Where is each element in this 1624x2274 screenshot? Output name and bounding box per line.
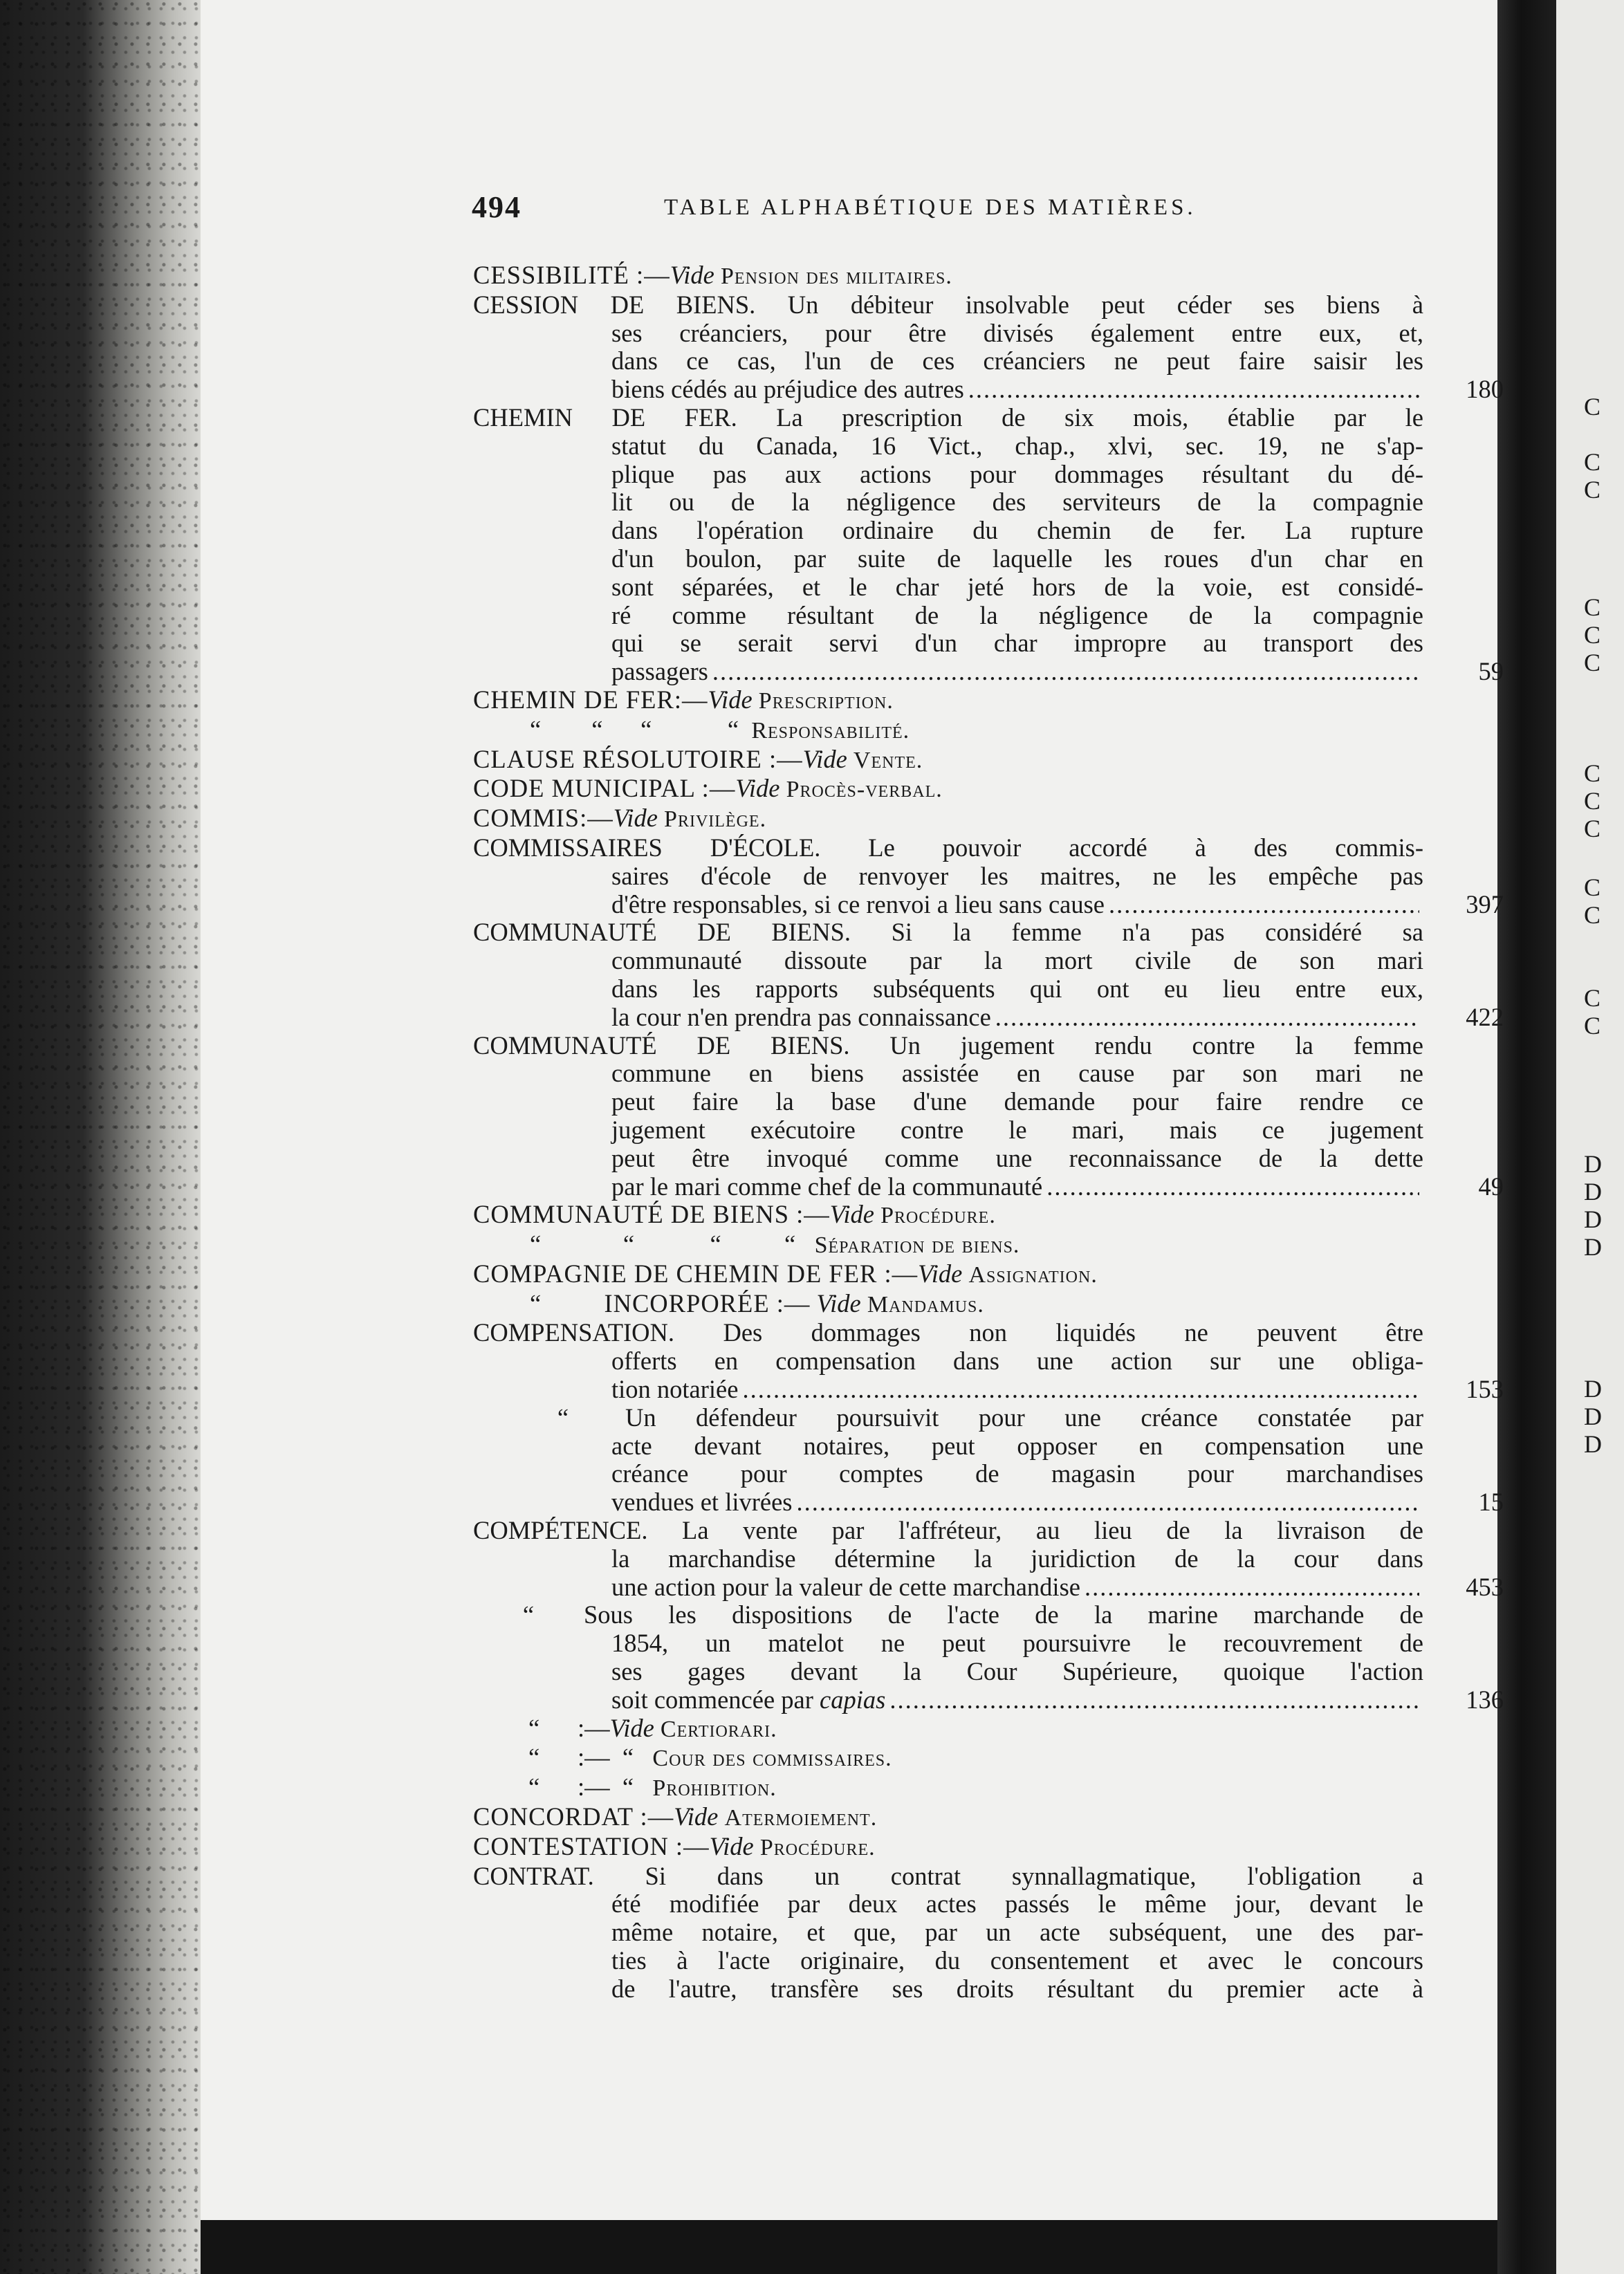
- entry-line: ré comme résultant de la négligence de la compagnie: [611, 600, 1423, 629]
- vide-label: Vide: [670, 261, 714, 289]
- page-reference: 397: [1466, 889, 1504, 918]
- index-entry-competence-2: [473, 1600, 1504, 1714]
- entry-line-with-leader: [473, 1488, 1504, 1517]
- index-entry-ditto: [473, 1230, 1423, 1260]
- adjacent-page-letter: D: [1584, 1403, 1602, 1430]
- ditto-marks: “: [522, 1600, 535, 1629]
- entry-line: ses gages devant la Cour Supérieure, quoique l'action: [611, 1657, 1423, 1686]
- adjacent-page-letter: C: [1584, 815, 1601, 842]
- entry-line: une action pour la valeur de cette marchandise: [611, 1572, 1080, 1601]
- ditto-marks: “: [528, 1713, 540, 1742]
- italic-term: capias: [820, 1685, 886, 1714]
- adjacent-page-letter: D: [1584, 1233, 1602, 1261]
- entry-line: dans ce cas, l'un de ces créanciers ne peut faire saisir les: [611, 346, 1423, 376]
- index-entry-compensation-2: [473, 1403, 1504, 1517]
- entry-heading: COMMUNAUTÉ DE BIENS :—: [473, 1200, 830, 1229]
- entry-line: par le mari comme chef de la communauté: [611, 1172, 1043, 1201]
- adjacent-page-letter: C: [1584, 621, 1601, 649]
- entry-heading: :— “: [577, 1773, 634, 1802]
- entry-line: COMPENSATION. Des dommages non liquidés ne peuvent être: [473, 1318, 1423, 1347]
- index-entry-cession-de-biens: [473, 290, 1504, 404]
- entry-line: [611, 1686, 885, 1714]
- adjacent-page-letter: C: [1584, 901, 1601, 929]
- entry-line-with-leader: [473, 1172, 1504, 1201]
- index-entry-communaute-de-biens: [473, 1030, 1504, 1201]
- index-entry-ditto-prohibition: [473, 1773, 1423, 1803]
- ditto-marks: “: [528, 1743, 540, 1772]
- vide-label: Vide: [708, 685, 753, 714]
- index-entry-chemin-de-fer: [473, 403, 1504, 686]
- page-reference: 49: [1478, 1172, 1504, 1201]
- vide-label: Vide: [735, 774, 780, 803]
- entry-line: été modifiée par deux actes passés le même jour, devant le: [611, 1889, 1423, 1919]
- vide-label: Vide: [709, 1831, 754, 1860]
- dot-leader: [1046, 1173, 1419, 1201]
- entry-line: passagers: [611, 657, 708, 686]
- adjacent-page-letter: C: [1584, 476, 1601, 503]
- entry-line: saires d'école de renvoyer les maitres, ne les empêche pas: [611, 861, 1423, 890]
- entry-line: dans l'opération ordinaire du chemin de fer. La rupture: [611, 516, 1423, 545]
- cross-reference: Séparation de biens.: [814, 1232, 1020, 1259]
- cross-reference: Responsabilité.: [751, 717, 910, 743]
- cross-reference: Privilège.: [664, 806, 767, 833]
- page-reference: 453: [1466, 1572, 1504, 1601]
- entry-line: créance pour comptes de magasin pour marchandises: [611, 1459, 1423, 1488]
- entry-line: CHEMIN DE FER. La prescription de six mois, établie par le: [473, 403, 1423, 432]
- adjacent-page-letter: C: [1584, 448, 1601, 476]
- dot-leader: [1085, 1573, 1419, 1602]
- index-entry-contrat: [473, 1862, 1423, 2004]
- entry-line: acte devant notaires, peut opposer en compensation une: [611, 1431, 1423, 1460]
- index-entry-competence: [473, 1516, 1504, 1601]
- vide-label: Vide: [816, 1288, 861, 1318]
- entry-heading: CHEMIN DE FER:—: [473, 685, 708, 714]
- dot-leader: [797, 1488, 1420, 1517]
- cross-reference: Vente.: [853, 747, 923, 773]
- entry-line: peut faire la base d'une demande pour faire rendre ce: [611, 1087, 1423, 1116]
- index-entry-communaute-de-biens-ref: [473, 1201, 1423, 1230]
- entry-line: ties à l'acte originaire, du consentement et avec le concours: [611, 1946, 1423, 1975]
- entry-text: soit commencée par: [611, 1685, 820, 1714]
- index-entry-ditto-cour: [473, 1744, 1423, 1773]
- cross-reference: Procès-verbal.: [786, 777, 943, 803]
- index-entry-chemin-de-fer-ref: [473, 686, 1423, 716]
- index-entry-incorporee: [473, 1290, 1423, 1320]
- index-entry-ditto: [473, 716, 1423, 746]
- index-entry-compagnie-de-chemin-de-fer: [473, 1260, 1423, 1290]
- cross-reference: Certiorari.: [660, 1716, 777, 1742]
- entry-line: CESSION DE BIENS. Un débiteur insolvable peut céder ses biens à: [473, 290, 1423, 319]
- alphabetical-index: [473, 261, 1504, 2004]
- entry-line: d'être responsables, si ce renvoi a lieu sans cause: [611, 889, 1105, 918]
- entry-line: Un défendeur poursuivit pour une créance constatée par: [625, 1403, 1423, 1432]
- page-gutter: [1497, 0, 1556, 2274]
- running-head: TABLE ALPHABÉTIQUE DES MATIÈRES.: [664, 195, 1197, 220]
- index-entry-commissaires-d-ecole: [473, 833, 1504, 918]
- ditto-marks: “: [528, 1773, 540, 1802]
- entry-line: lit ou de la négligence des serviteurs de la compagnie: [611, 488, 1423, 517]
- entry-line-with-leader: [473, 889, 1504, 919]
- entry-heading: CONTESTATION :—: [473, 1831, 710, 1860]
- dot-leader: [712, 658, 1419, 686]
- page-reference: 15: [1478, 1488, 1504, 1517]
- ditto-marks: “: [557, 1403, 569, 1432]
- ditto-marks: “: [530, 1288, 542, 1318]
- cross-reference: Assignation.: [968, 1261, 1098, 1288]
- cross-reference: Mandamus.: [867, 1291, 984, 1318]
- dot-leader: [1109, 891, 1419, 919]
- vide-label: Vide: [918, 1259, 963, 1288]
- entry-line: jugement exécutoire contre le mari, mais ce jugement: [611, 1115, 1423, 1144]
- cross-reference: Prescription.: [758, 687, 894, 714]
- index-entry-communaute-de-biens: [473, 918, 1504, 1031]
- entry-heading: CONCORDAT :—: [473, 1802, 674, 1831]
- entry-line: communauté dissoute par la mort civile de son mari: [611, 946, 1423, 975]
- dot-leader: [889, 1686, 1419, 1714]
- vide-label: Vide: [674, 1802, 719, 1831]
- index-entry-ditto-certiorari: [473, 1714, 1423, 1744]
- adjacent-page-letter: D: [1584, 1205, 1602, 1233]
- entry-line: dans les rapports subséquents qui ont eu lieu entre eux,: [611, 974, 1423, 1003]
- entry-line: CONTRAT. Si dans un contrat synnallagmatique, l'obligation a: [473, 1861, 1423, 1890]
- entry-heading: CODE MUNICIPAL :—: [473, 774, 736, 803]
- entry-line-with-leader: [473, 1685, 1504, 1714]
- entry-line: d'un boulon, par suite de laquelle les roues d'un char en: [611, 544, 1423, 573]
- index-entry-contestation: [473, 1833, 1423, 1862]
- adjacent-page-letter: C: [1584, 984, 1601, 1012]
- index-entry-cessibilite: [473, 261, 1423, 291]
- dot-leader: [968, 376, 1419, 404]
- adjacent-page-letter: C: [1584, 649, 1601, 676]
- index-entry-clause-resolutoire: [473, 746, 1423, 775]
- entry-line: 1854, un matelot ne peut poursuivre le recouvrement de: [611, 1629, 1423, 1658]
- entry-line: offerts en compensation dans une action sur une obliga-: [611, 1347, 1423, 1376]
- cross-reference: Prohibition.: [652, 1775, 777, 1802]
- cross-reference: Cour des commissaires.: [652, 1746, 892, 1772]
- entry-heading: CLAUSE RÉSOLUTOIRE :—: [473, 744, 803, 773]
- dot-leader: [742, 1376, 1419, 1404]
- adjacent-page-letter: C: [1584, 593, 1601, 621]
- entry-first-line: [473, 1404, 1423, 1432]
- adjacent-page-letter: C: [1584, 787, 1601, 815]
- adjacent-page-letter: C: [1584, 1012, 1601, 1039]
- entry-heading: COMMIS:—: [473, 804, 613, 833]
- adjacent-page-letter: D: [1584, 1150, 1602, 1178]
- entry-line: statut du Canada, 16 Vict., chap., xlvi, sec. 19, ne s'ap-: [611, 431, 1423, 460]
- book-spine: [0, 0, 201, 2274]
- ditto-marks: “ “ “ “: [530, 714, 739, 743]
- page-reference: 153: [1466, 1375, 1504, 1404]
- entry-line: peut être invoqué comme une reconnaissance de la dette: [611, 1143, 1423, 1172]
- index-entry-code-municipal: [473, 775, 1423, 804]
- entry-heading: :—: [577, 1713, 610, 1742]
- index-entry-concordat: [473, 1803, 1423, 1833]
- vide-label: Vide: [609, 1713, 654, 1742]
- entry-line: ses créanciers, pour être divisés également entre eux, et,: [611, 318, 1423, 347]
- vide-label: Vide: [802, 744, 847, 773]
- entry-line: commune en biens assistée en cause par son mari ne: [611, 1059, 1423, 1088]
- entry-line: de l'autre, transfère ses droits résultant du premier acte à: [611, 1974, 1423, 2003]
- page-number: 494: [472, 190, 522, 224]
- entry-heading: INCORPORÉE :—: [604, 1288, 811, 1318]
- entry-line: tion notariée: [611, 1375, 739, 1404]
- entry-first-line: [473, 1601, 1423, 1629]
- cross-reference: Procédure.: [759, 1834, 876, 1860]
- page-reference: 180: [1466, 375, 1504, 404]
- entry-line-with-leader: [473, 1572, 1504, 1602]
- adjacent-page-letter: C: [1584, 873, 1601, 901]
- adjacent-page-letter: D: [1584, 1178, 1602, 1205]
- entry-line: biens cédés au préjudice des autres: [611, 375, 964, 404]
- entry-line: COMMISSAIRES D'ÉCOLE. Le pouvoir accordé à des commis-: [473, 833, 1423, 862]
- vide-label: Vide: [829, 1200, 874, 1229]
- scan-bottom-edge: [201, 2220, 1497, 2274]
- adjacent-page-letter: C: [1584, 759, 1601, 787]
- vide-label: Vide: [613, 804, 658, 833]
- page-reference: 422: [1466, 1002, 1504, 1031]
- adjacent-page-letter: C: [1584, 393, 1601, 420]
- cross-reference: Pension des militaires.: [721, 264, 952, 289]
- page-reference: 136: [1466, 1685, 1504, 1714]
- entry-line-with-leader: [473, 1375, 1504, 1404]
- entry-line: vendues et livrées: [611, 1488, 793, 1517]
- entry-line: COMPÉTENCE. La vente par l'affréteur, au lieu de la livraison de: [473, 1516, 1423, 1545]
- entry-line: plique pas aux actions pour dommages résultant du dé-: [611, 459, 1423, 488]
- dot-leader: [995, 1004, 1419, 1032]
- page-reference: 59: [1478, 657, 1504, 686]
- entry-heading: CESSIBILITÉ :—: [473, 261, 670, 289]
- adjacent-page-letter: D: [1584, 1375, 1602, 1403]
- entry-line: COMMUNAUTÉ DE BIENS. Un jugement rendu contre la femme: [473, 1030, 1423, 1060]
- entry-line: sont séparées, et le char jeté hors de la voie, est considé-: [611, 572, 1423, 601]
- entry-line-with-leader: [473, 657, 1504, 686]
- entry-line: Sous les dispositions de l'acte de la marine marchande de: [584, 1600, 1423, 1629]
- entry-line-with-leader: [473, 375, 1504, 404]
- index-entry-commis: [473, 804, 1423, 834]
- entry-line: qui se serait servi d'un char impropre au transport des: [611, 629, 1423, 658]
- entry-heading: :— “: [577, 1743, 634, 1772]
- adjacent-page-letter: D: [1584, 1430, 1602, 1458]
- entry-line: la marchandise détermine la juridiction de la cour dans: [611, 1544, 1423, 1573]
- cross-reference: Atermoiement.: [724, 1805, 878, 1831]
- entry-heading: COMPAGNIE DE CHEMIN DE FER :—: [473, 1259, 919, 1288]
- entry-line: même notaire, et que, par un acte subséquent, une des par-: [611, 1918, 1423, 1947]
- ditto-marks: “ “ “ “: [530, 1230, 796, 1259]
- index-entry-compensation: [473, 1318, 1504, 1404]
- entry-line-with-leader: [473, 1002, 1504, 1032]
- cross-reference: Procédure.: [880, 1203, 996, 1229]
- adjacent-page-edge: [1556, 0, 1624, 2274]
- entry-line: COMMUNAUTÉ DE BIENS. Si la femme n'a pas considéré sa: [473, 918, 1423, 947]
- entry-line: la cour n'en prendra pas connaissance: [611, 1002, 991, 1031]
